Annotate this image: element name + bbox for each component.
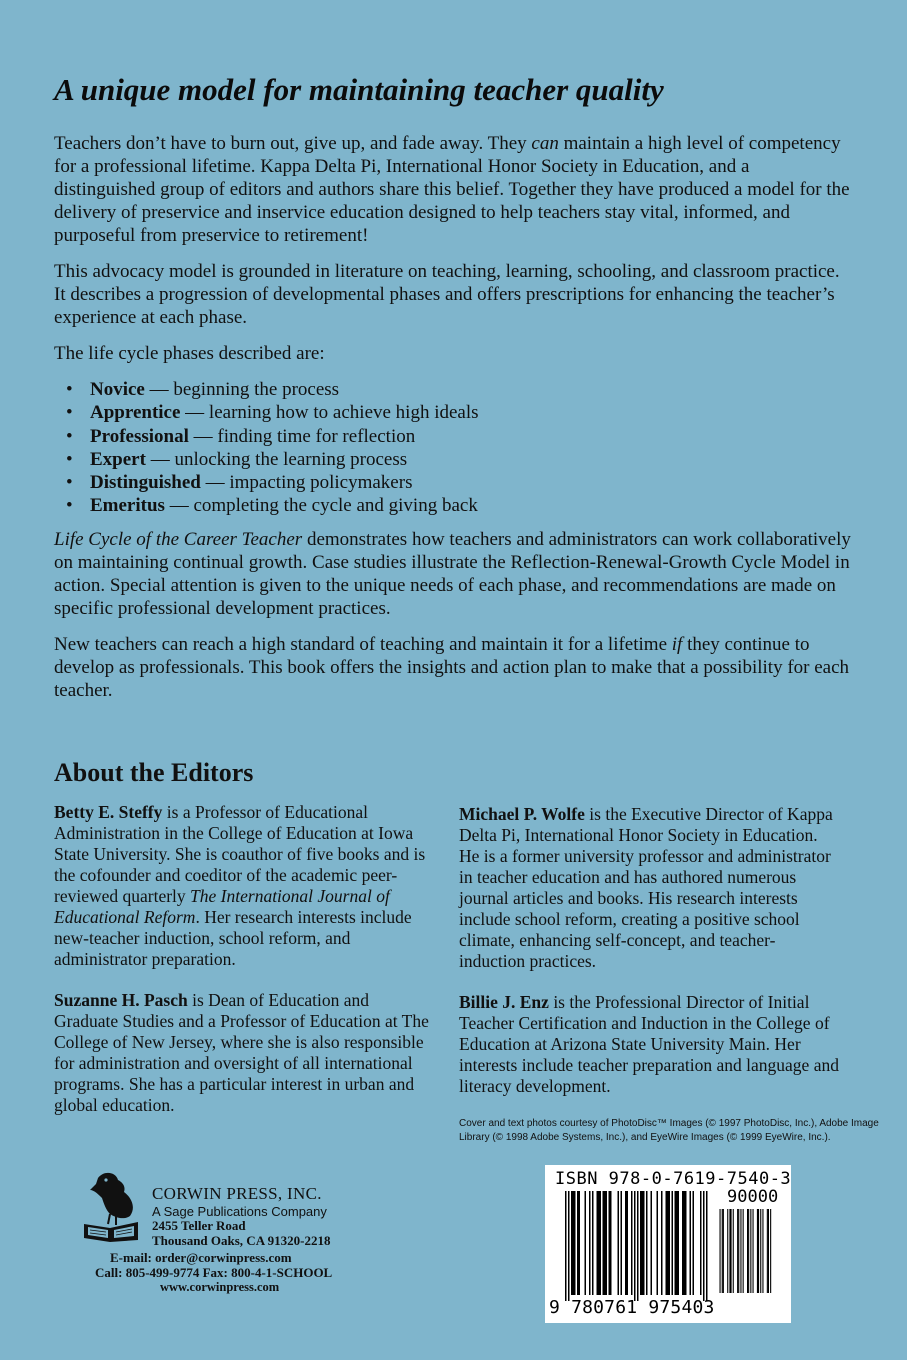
addon-bar (770, 1209, 771, 1293)
list-item: • Novice — beginning the process (66, 379, 340, 400)
closing-paragraph-2: New teachers can reach a high standard of teaching and maintain it for a lifetime if they continue to develop as professionals. This book offers the insights and action plan to make that a possibility for each teacher. (54, 633, 850, 701)
barcode-bar (640, 1191, 642, 1295)
barcode-bar (706, 1191, 708, 1301)
barcode-bar (597, 1191, 599, 1295)
barcode-bar (598, 1191, 600, 1295)
barcode-bar (606, 1191, 608, 1295)
barcode-bar (703, 1191, 705, 1301)
bullet-icon: • (66, 448, 73, 470)
publisher-name: CORWIN PRESS, INC. (152, 1184, 322, 1203)
editors-column-right (459, 804, 839, 1117)
barcode-bar (678, 1191, 680, 1295)
addon-bar (733, 1209, 734, 1293)
addon-bar (768, 1209, 769, 1293)
barcode-bar (610, 1191, 612, 1295)
phase-list (66, 378, 854, 518)
barcode-bar (592, 1191, 594, 1295)
addon-bar (748, 1209, 749, 1293)
intro-paragraph-2: This advocacy model is grounded in literature on teaching, learning, schooling, and classroom practice. It describes a progression of developmental phases and offers prescriptions for enhancing the teacher’s experience at each phase. (54, 261, 840, 328)
list-item: • Apprentice — learning how to achieve high ideals (66, 402, 479, 424)
addon-bar (757, 1209, 758, 1293)
isbn-barcode (545, 1165, 791, 1323)
photo-credit: Cover and text photos courtesy of PhotoDisc™ Images (© 1997 PhotoDisc, Inc.), Adobe Image Library (© 1998 Adobe Systems, Inc.), and EyeWire Images (© 1999 EyeWire, Inc.). (459, 1118, 879, 1143)
bullet-icon: • (66, 425, 73, 447)
description (54, 132, 854, 715)
price-addon-digits: 90000 (727, 1187, 779, 1207)
editor-bio-wolfe: Michael P. Wolfe is the Executive Director of Kappa Delta Pi, International Honor Society in Education. He is a former university professor and administrator in teacher education and has authored numerous journal articles and books. His research interests include school reform, creating a positive school climate, enhancing self-concept, and teacher-induction practices. (459, 804, 833, 971)
addon-bar (753, 1209, 754, 1293)
editors-column-left (54, 802, 434, 1136)
barcode-bar (637, 1191, 639, 1301)
barcode-bar (672, 1191, 674, 1295)
barcode-bar (669, 1191, 671, 1295)
raven-logo-icon (80, 1170, 142, 1242)
barcode-bar (574, 1191, 576, 1295)
barcode-bar (568, 1191, 570, 1301)
addon-bar (762, 1209, 763, 1293)
bullet-icon: • (66, 379, 73, 400)
bullet-icon: • (66, 495, 73, 517)
barcode-bar (642, 1191, 644, 1295)
closing-paragraph-1: Life Cycle of the Career Teacher demonstrates how teachers and administrators can work collaboratively on maintaining continual growth. Case studies illustrate the Reflection-Renewal-Growth Cycle Model in action. Special attention is given to the unique needs of each phase, and recommendations are made on specific professional development practices. (54, 528, 851, 619)
publisher-subtitle: A Sage Publications Company (152, 1204, 327, 1219)
barcode-bar (573, 1191, 575, 1295)
list-item: • Expert — unlocking the learning process (66, 448, 408, 470)
barcode-bar (577, 1191, 579, 1295)
barcode-bar (693, 1191, 695, 1295)
addon-bar (747, 1209, 748, 1293)
barcode-bar (585, 1191, 587, 1295)
addon-bar (731, 1209, 732, 1293)
barcode-bar (565, 1191, 567, 1301)
barcode-digits: 9 780761 975403 (549, 1297, 715, 1318)
list-item: • Professional — finding time for reflection (66, 425, 416, 447)
editor-bio-pasch: Suzanne H. Pasch is Dean of Education and Graduate Studies and a Professor of Education at The College of New Jersey, where she is also responsible for administration and oversight of all international programs. She has a particular interest in urban and global education. (54, 990, 429, 1115)
barcode-bar (651, 1191, 653, 1295)
barcode-bar (675, 1191, 677, 1295)
editor-bio-steffy: Betty E. Steffy is a Professor of Educational Administration in the College of Education at Iowa State University. She is coauthor of five books and is the cofounder and coeditor of the academic peer-reviewed quarterly The International Journal of Educational Reform. Her research interests include new-teacher induction, school reform, and administrator preparation. (54, 802, 426, 969)
barcode-bar (579, 1191, 581, 1295)
editor-bio-enz: Billie J. Enz is the Professional Director of Initial Teacher Certification and Induction in the College of Education at Arizona State University Main. Her interests include teacher preparation and language and literacy development. (459, 992, 839, 1096)
barcode-bar (700, 1191, 702, 1295)
bullet-icon: • (66, 472, 73, 494)
isbn-number: ISBN 978-0-7619-7540-3 (555, 1169, 792, 1189)
publisher-address-line2: Thousand Oaks, CA 91320-2218 (152, 1233, 331, 1248)
addon-bar (743, 1209, 744, 1293)
barcode-bar (685, 1191, 687, 1295)
headline: A unique model for maintaining teacher quality (54, 72, 664, 107)
addon-bar (740, 1209, 741, 1293)
addon-bar (727, 1209, 728, 1293)
addon-bar (720, 1209, 721, 1293)
barcode-bar (627, 1191, 629, 1295)
addon-bar (722, 1209, 723, 1293)
barcode-bar (634, 1191, 636, 1301)
barcode-bar (571, 1191, 573, 1295)
barcode-bar (604, 1191, 606, 1295)
publisher-website: www.corwinpress.com (160, 1280, 280, 1294)
barcode-bar (589, 1191, 591, 1295)
phases-intro: The life cycle phases described are: (54, 343, 325, 364)
publisher-email: E-mail: order@corwinpress.com (110, 1250, 292, 1265)
publisher-address-line1: 2455 Teller Road (152, 1218, 246, 1233)
addon-bar (729, 1209, 730, 1293)
intro-paragraph-1: Teachers don’t have to burn out, give up, and fade away. They can maintain a high level of competency for a professional lifetime. Kappa Delta Pi, International Honor Society in Education, and a distinguished group of editors and authors share this belief. Together they have produced a model for the delivery of preservice and inservice education designed to help teachers stay vital, informed, and purposeful from preservice to retirement! (54, 133, 850, 246)
barcode-bar (621, 1191, 623, 1295)
addon-bar (738, 1209, 739, 1293)
addon-bar (750, 1209, 751, 1293)
barcode-bar (676, 1191, 678, 1295)
addon-bar (737, 1209, 738, 1293)
barcode-bar (667, 1191, 669, 1295)
barcode-bar (600, 1191, 602, 1295)
addon-bar (760, 1209, 761, 1293)
barcode-bar (609, 1191, 611, 1295)
barcode-bar (631, 1191, 633, 1295)
addon-bar (767, 1209, 768, 1293)
barcode-bar (646, 1191, 648, 1295)
barcode-bar (690, 1191, 692, 1295)
barcode-bar (682, 1191, 684, 1295)
barcode-bar (625, 1191, 627, 1295)
barcode-bar (684, 1191, 686, 1295)
publisher-block (80, 1170, 400, 1300)
barcode-bar (618, 1191, 620, 1295)
list-item: • Emeritus — completing the cycle and giving back (66, 495, 478, 517)
addon-bar (723, 1209, 724, 1293)
barcode-bar (661, 1191, 663, 1295)
bullet-icon: • (66, 402, 73, 424)
barcode-bar (643, 1191, 645, 1295)
addon-bar (758, 1209, 759, 1293)
list-item: • Distinguished — impacting policymakers (66, 472, 413, 494)
barcode-bar (666, 1191, 668, 1295)
barcode-bar (603, 1191, 605, 1295)
publisher-phone: Call: 805-499-9774 Fax: 800-4-1-SCHOOL (95, 1265, 333, 1280)
barcode-bar (657, 1191, 659, 1295)
about-editors-heading: About the Editors (54, 758, 254, 787)
